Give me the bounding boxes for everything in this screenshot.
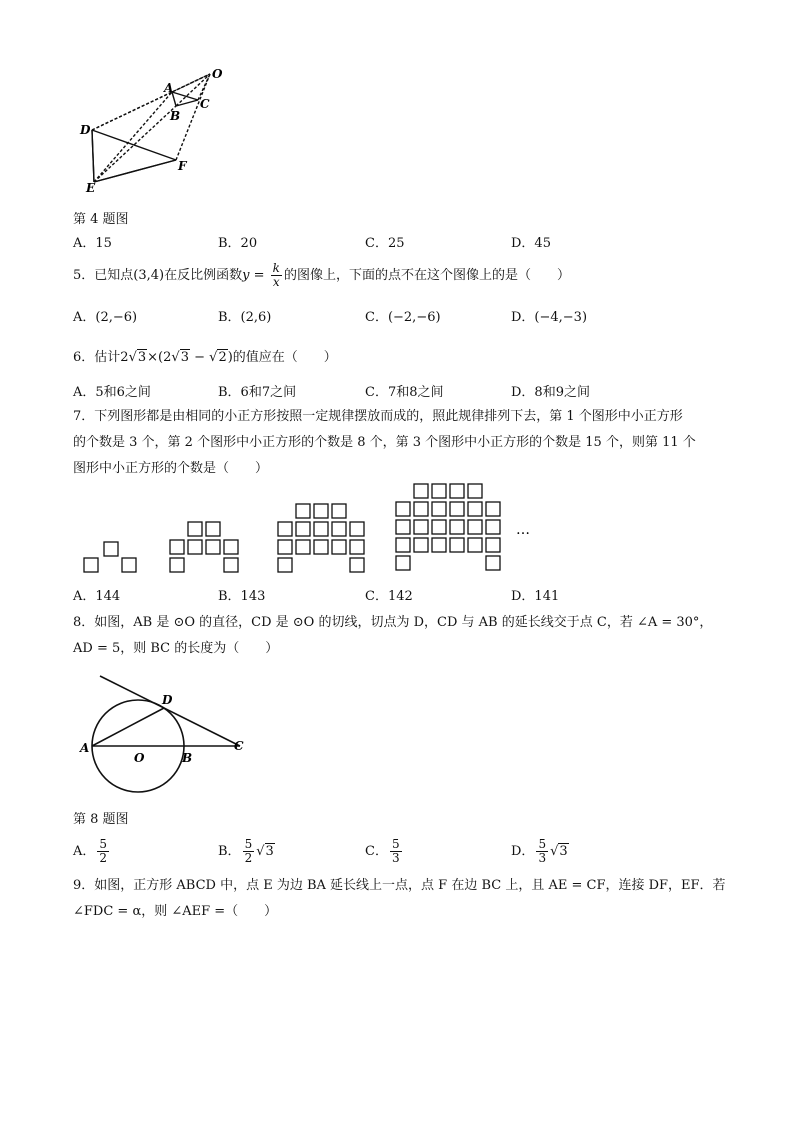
q5-options	[73, 307, 753, 329]
q9-line-2: ∠FDC = α，则 ∠AEF =（ ）	[73, 904, 278, 919]
q7-option-c[interactable]: C．142	[365, 589, 413, 604]
q8-opt-b-sqrt: 3	[265, 844, 274, 859]
q8-opt-a-frac	[97, 838, 109, 865]
q4-option-d[interactable]: D．45	[511, 236, 551, 251]
q7-line-3: 图形中小正方形的个数是（ ）	[73, 461, 269, 476]
q5-frac-num: k	[272, 261, 280, 275]
q8-label-b: B	[182, 751, 193, 765]
q8-circle-tangent-figure	[80, 670, 260, 800]
q7-line-2: 的个数是 3 个，第 2 个图形中小正方形的个数是 8 个，第 3 个图形中小正方形的个数是 15 个，则第 11 个	[73, 435, 696, 450]
q4-option-c[interactable]: C．25	[365, 236, 405, 251]
q6-expr-g: )	[227, 350, 233, 365]
q8-options	[73, 838, 753, 868]
q6-option-b[interactable]: B．6和7之间	[218, 385, 297, 400]
q6-expr-d: 3	[180, 350, 189, 365]
fig4-label-b: B	[170, 109, 181, 123]
q6-option-d[interactable]: D．8和9之间	[511, 385, 590, 400]
q4-options	[73, 233, 753, 255]
q6-expr-c: ×(2	[147, 350, 172, 365]
q8-opt-b-letter: B．	[218, 844, 241, 859]
q8-opt-a-letter: A．	[73, 844, 96, 859]
q8-line-1: 8．如图，AB 是 ⊙O 的直径，CD 是 ⊙O 的切线，切点为 D，CD 与 AB 的延长线交于点 C，若 ∠A = 30°，	[73, 615, 713, 630]
q8-opt-c-den: 3	[391, 851, 400, 865]
fig4-label-a: A	[164, 81, 174, 95]
q8-label-o: O	[134, 751, 145, 765]
q5-mid: 在反比例函数	[164, 268, 243, 283]
q8-opt-b-num: 5	[244, 837, 253, 851]
q5-fraction	[271, 262, 282, 289]
q8-label-d: D	[162, 693, 173, 707]
q6-expr-f: 2	[218, 350, 227, 365]
q8-opt-a-num: 5	[99, 837, 108, 851]
q4-option-b[interactable]: B．20	[218, 236, 258, 251]
q7-options	[73, 586, 753, 608]
q8-opt-b-den: 2	[244, 851, 253, 865]
q5-suffix: 的图像上，下面的点不在这个图像上的是（ ）	[283, 268, 570, 283]
q7-ellipsis: …	[516, 522, 530, 538]
q8-label-c: C	[234, 739, 244, 753]
q4-option-a[interactable]: A．15	[73, 236, 112, 251]
q6-suffix: 的值应在（ ）	[232, 350, 337, 365]
q5-option-a[interactable]: A．(2,−6)	[73, 310, 138, 325]
q8-opt-c-frac	[390, 838, 402, 865]
fig4-label-o: O	[212, 67, 223, 81]
q6-expr-a: 2	[120, 350, 129, 365]
q8-opt-d-frac	[536, 838, 548, 865]
q8-option-d[interactable]: D． $\frac{5}{3}$ √3	[511, 837, 568, 865]
figure-4-caption: 第 4 题图	[73, 212, 129, 227]
fig4-label-c: C	[200, 97, 210, 111]
q8-line-2: AD = 5，则 BC 的长度为（ ）	[73, 641, 279, 656]
q7-line-1: 7．下列图形都是由相同的小正方形按照一定规律摆放而成的，照此规律排列下去，第 1 个图形中小正方形	[73, 409, 683, 424]
q7-option-a[interactable]: A．144	[73, 589, 121, 604]
fig4-label-e: E	[86, 181, 96, 195]
q6-prefix: 6．估计	[73, 350, 121, 365]
q8-opt-b-frac	[243, 838, 255, 865]
q8-opt-d-letter: D．	[511, 844, 535, 859]
q5-frac-den: x	[272, 275, 280, 289]
q5-stem	[73, 262, 754, 289]
q5-point: (3,4)	[133, 268, 165, 283]
q6-option-c[interactable]: C．7和8之间	[365, 385, 444, 400]
q8-opt-c-letter: C．	[365, 844, 388, 859]
q5-prefix: 5．已知点	[73, 268, 134, 283]
q7-option-d[interactable]: D．141	[511, 589, 560, 604]
fig4-label-f: F	[178, 159, 187, 173]
q6-option-a[interactable]: A．5和6之间	[73, 385, 151, 400]
q7-option-b[interactable]: B．143	[218, 589, 266, 604]
q8-label-a: A	[80, 741, 90, 755]
q8-option-a[interactable]	[73, 838, 111, 865]
q5-option-b[interactable]: B．(2,6)	[218, 310, 272, 325]
q6-expr-b: 3	[137, 350, 147, 365]
fig4-label-d: D	[80, 123, 91, 137]
q8-opt-d-den: 3	[538, 851, 547, 865]
q7-pattern-figure	[80, 480, 540, 580]
q5-option-c[interactable]: C．(−2,−6)	[365, 310, 441, 325]
q5-eq: =	[249, 268, 269, 283]
figure-4-diagram	[80, 64, 240, 194]
q8-opt-d-sqrt: 3	[559, 844, 568, 859]
q8-option-c[interactable]	[365, 838, 404, 865]
q8-option-b[interactable]: B． $\frac{5}{2}$ √3	[218, 837, 274, 865]
q5-option-d[interactable]: D．(−4,−3)	[511, 310, 588, 325]
q9-line-1: 9．如图，正方形 ABCD 中，点 E 为边 BA 延长线上一点，点 F 在边 BC 上，且 AE = CF，连接 DF，EF．若	[73, 878, 726, 893]
q8-opt-c-num: 5	[391, 837, 400, 851]
q6-stem: 6．估计2√3×(2√3 − √2)的值应在（ ）	[73, 350, 337, 365]
q6-options	[73, 382, 753, 404]
figure-8-caption: 第 8 题图	[73, 812, 129, 827]
q5-func-y: y	[242, 268, 250, 283]
q8-opt-a-den: 2	[99, 851, 108, 865]
q6-expr-e: −	[189, 350, 210, 365]
q8-opt-d-num: 5	[538, 837, 547, 851]
